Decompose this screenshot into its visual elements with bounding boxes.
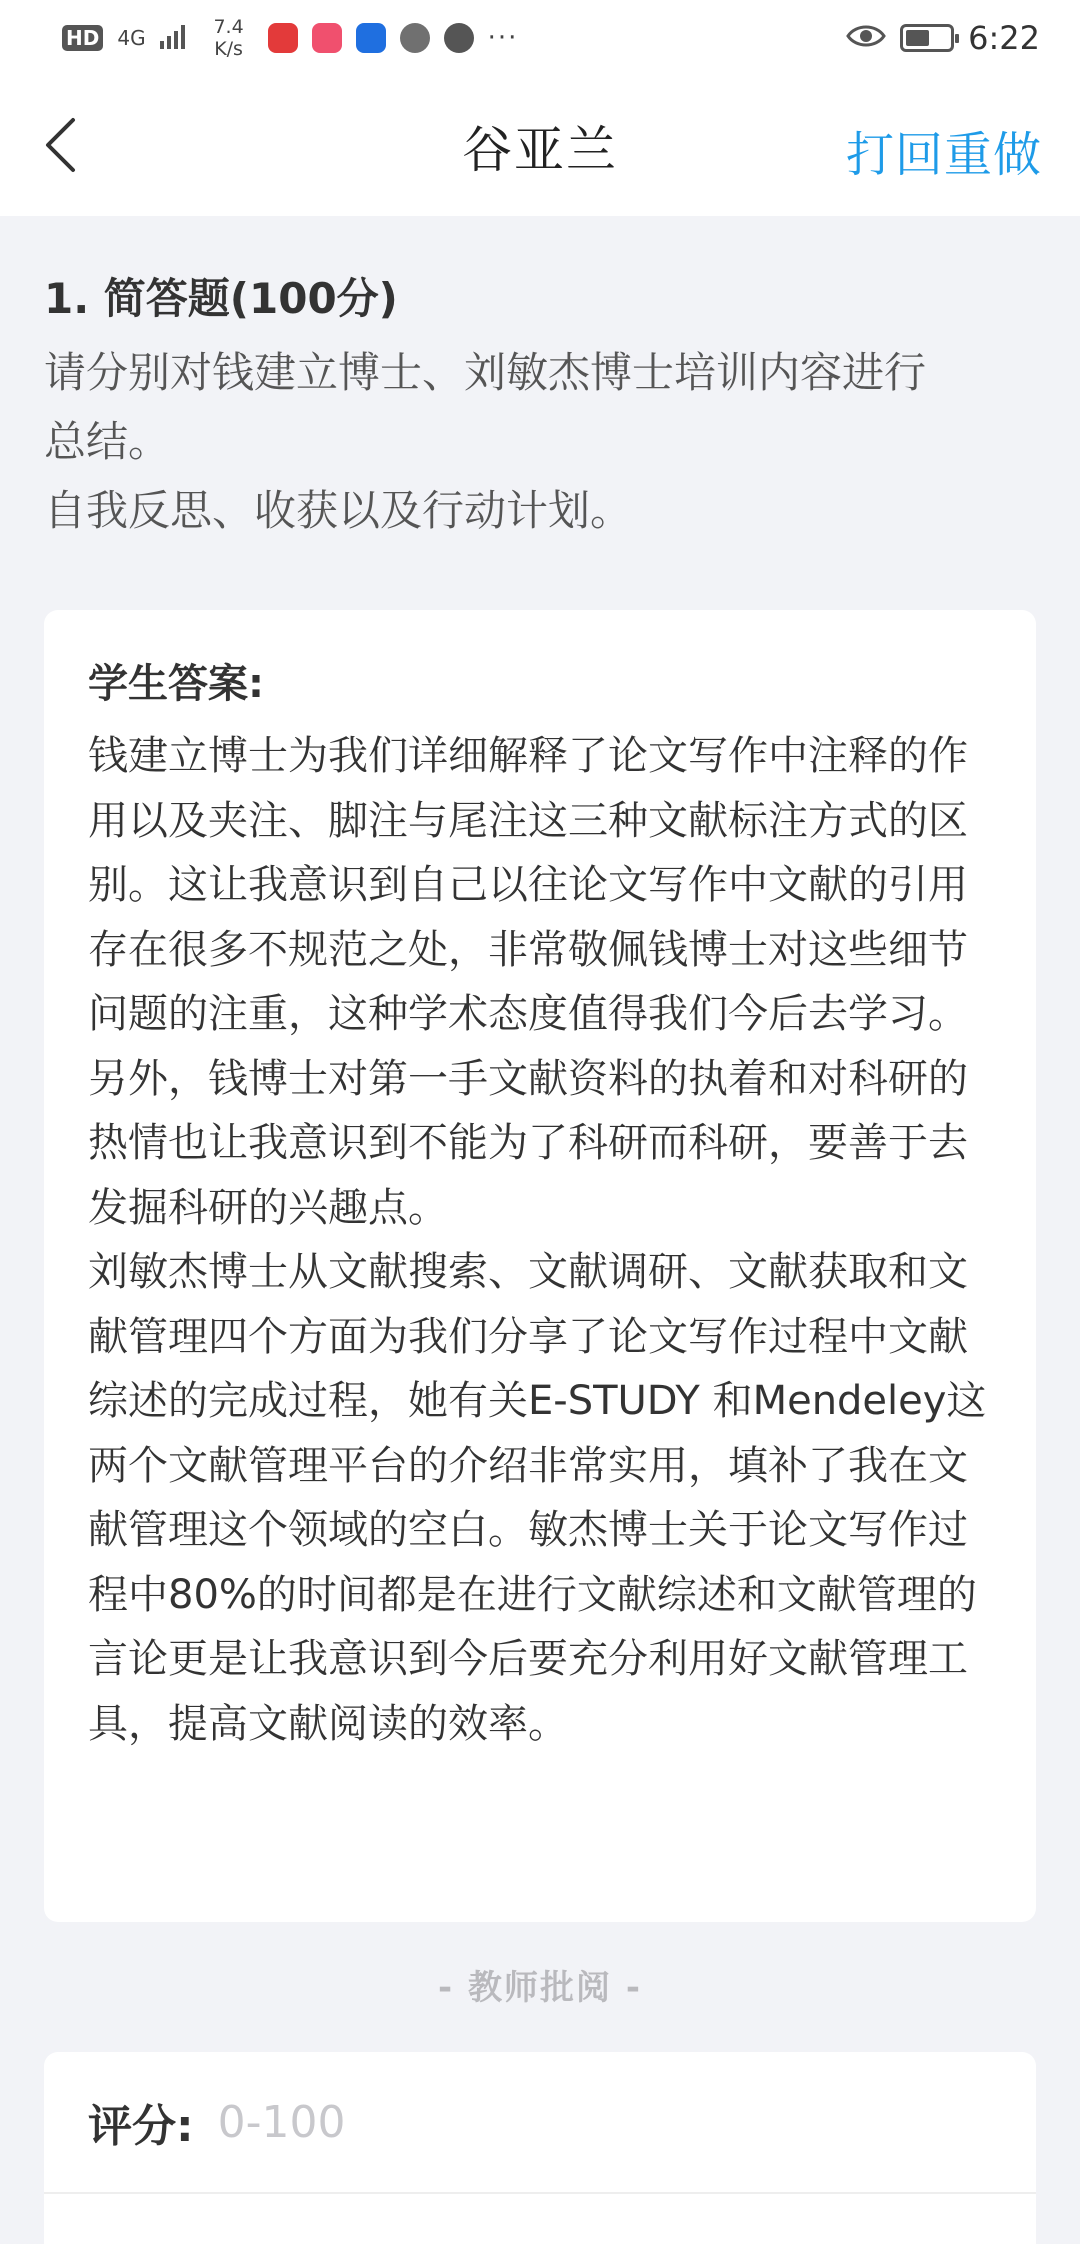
status-bar-right [846,19,1040,57]
score-label: 评分: [88,2101,194,2152]
score-card [44,2052,1036,2244]
answer-text [88,724,992,1756]
question-line: 请分别对钱建立博士、刘敏杰博士培训内容进行 [44,348,927,397]
answer-label: 学生答案: [88,661,264,707]
question-line: 总结。 [44,417,171,466]
question-block [44,268,1034,545]
clock: 6:22 [968,19,1040,57]
speed-unit: K/s [214,38,243,60]
answer-paragraph-2: 刘敏杰博士从文献搜索、文献调研、文献获取和文献管理四个方面为我们分享了论文写作过程中文献综述的完成过程，她有关E-STUDY 和Mendeley这两个文献管理平台的介绍非常实用，填补了我在文献管理这个领域的空白。敏杰博士关于论文写作过程中80%的时间都是在进行文献综述和文献管理的言论更是让我意识到今后要充分利用好文献管理工具，提高文献阅读的效率。 [88,1249,987,1747]
page-title: 谷亚兰 [462,121,618,179]
eye-icon [846,23,886,53]
app-icon-gray [400,23,430,53]
battery-icon [900,24,954,52]
network-type: 4G [117,26,146,50]
score-input[interactable] [218,2097,818,2148]
question-line: 自我反思、收获以及行动计划。 [44,486,633,535]
app-icon-send [444,23,474,53]
more-notifications-indicator: ··· [487,23,519,53]
question-heading: 1. 简答题(100分) [44,274,398,323]
status-bar-left [62,16,518,60]
back-button[interactable] [30,112,90,182]
app-icon-red [268,23,298,53]
signal-icon [160,23,190,53]
speed-value: 7.4 [213,16,244,38]
redo-button[interactable]: 打回重做 [845,127,1042,183]
nav-header [0,76,1080,216]
hd-badge: HD [62,25,103,51]
app-icon-blue [356,23,386,53]
answer-card [44,610,1036,1922]
question-body [44,338,1034,545]
status-bar [0,0,1080,76]
score-row [44,2052,1036,2194]
chevron-left-icon [43,117,77,177]
answer-paragraph-1: 钱建立博士为我们详细解释了论文写作中注释的作用以及夹注、脚注与尾注这三种文献标注方式的区别。这让我意识到自己以往论文写作中文献的引用存在很多不规范之处，非常敬佩钱博士对这些细节问题的注重，这种学术态度值得我们今后去学习。另外，钱博士对第一手文献资料的执着和对科研的热情也让我意识到不能为了科研而科研，要善于去发掘科研的兴趣点。 [88,733,968,1231]
network-speed [204,16,254,60]
teacher-review-divider: - 教师批阅 - [438,1968,642,2008]
app-icon-pink [312,23,342,53]
